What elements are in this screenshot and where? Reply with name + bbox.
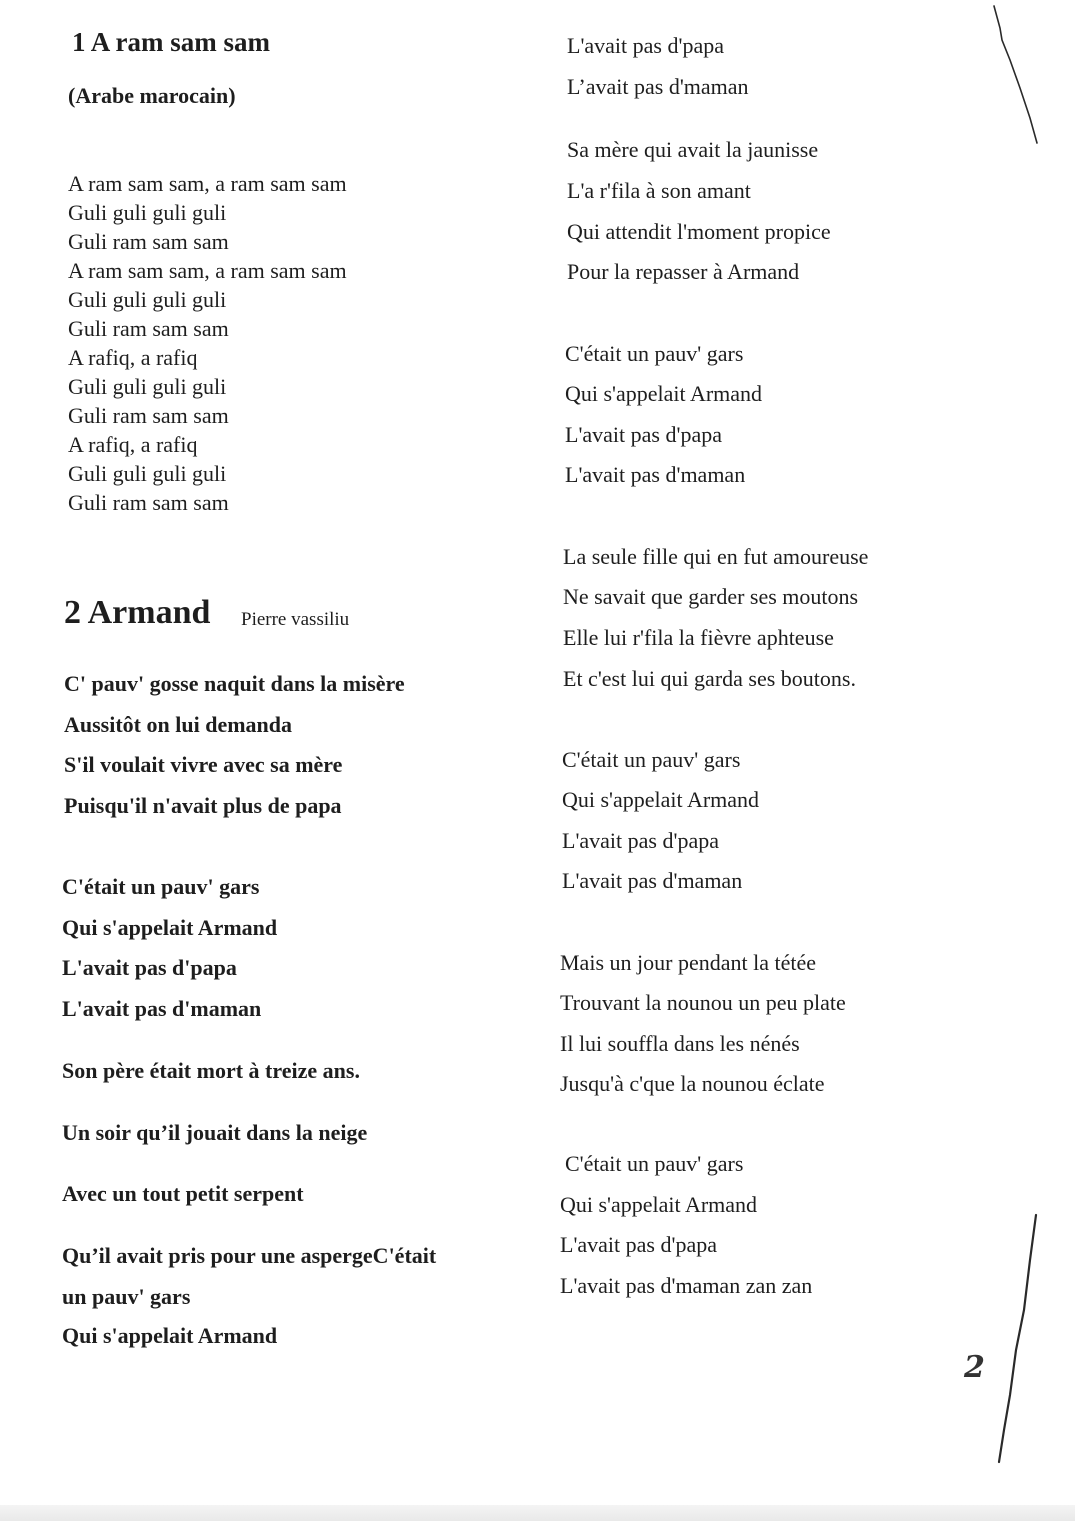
song1-line: Guli guli guli guli <box>68 374 227 399</box>
song1-line: A ram sam sam, a ram sam sam <box>68 258 347 283</box>
song2-right-line: L'avait pas d'maman zan zan <box>560 1273 813 1298</box>
song2-right-line: Trouvant la nounou un peu plate <box>560 990 846 1015</box>
song1-title: 1 A ram sam sam <box>72 27 270 57</box>
song2-right-line: Mais un jour pendant la tétée <box>560 950 816 975</box>
song1-line: Guli guli guli guli <box>68 287 227 312</box>
song2-right-line: Sa mère qui avait la jaunisse <box>567 137 819 162</box>
song2-left-line: L'avait pas d'papa <box>62 955 237 980</box>
song2-right-line: C'était un pauv' gars <box>565 341 744 366</box>
pen-stroke-top-right <box>994 6 1037 143</box>
song1-line: A ram sam sam, a ram sam sam <box>68 171 347 196</box>
song2-right-line: L'avait pas d'papa <box>565 422 722 447</box>
song2-right-line: L’avait pas d'maman <box>567 74 749 99</box>
song2-left-line: Puisqu'il n'avait plus de papa <box>64 793 342 818</box>
song2-left-line: Un soir qu’il jouait dans la neige <box>62 1120 368 1145</box>
song2-left-line: Avec un tout petit serpent <box>62 1181 304 1206</box>
song2-right-line: Et c'est lui qui garda ses boutons. <box>563 666 856 691</box>
song2-title: 2 Armand <box>64 594 211 631</box>
song2-right-line: Qui attendit l'moment propice <box>567 219 831 244</box>
song2-right-line: C'était un pauv' gars <box>565 1151 744 1176</box>
song1-line: Guli guli guli guli <box>68 461 227 486</box>
song2-right-line: La seule fille qui en fut amoureuse <box>563 544 869 569</box>
song2-right-line: L'avait pas d'maman <box>565 462 746 487</box>
song2-right-line: L'avait pas d'papa <box>567 33 724 58</box>
song2-right-line: L'avait pas d'papa <box>562 828 719 853</box>
song2-right-line: L'a r'fila à son amant <box>567 178 751 203</box>
song2-right-line: L'avait pas d'papa <box>560 1232 717 1257</box>
song1-line: Guli guli guli guli <box>68 200 227 225</box>
song2-left-line: Aussitôt on lui demanda <box>64 712 293 737</box>
song2-right-line: Pour la repasser à Armand <box>567 259 800 284</box>
song2-right-line: Jusqu'à c'que la nounou éclate <box>560 1071 825 1096</box>
song2-right-line: Qui s'appelait Armand <box>565 381 763 406</box>
song2-left-line: C' pauv' gosse naquit dans la misère <box>64 671 405 696</box>
handwritten-page-number: 2 <box>964 1350 985 1385</box>
song2-left-line: un pauv' gars <box>62 1284 191 1309</box>
song2-left-line: Qui s'appelait Armand <box>62 915 278 940</box>
song2-left-line: C'était un pauv' gars <box>62 874 260 899</box>
song1-subtitle: (Arabe marocain) <box>68 83 236 108</box>
song2-left-line: Qui s'appelait Armand <box>62 1323 278 1348</box>
song2-right-line: Elle lui r'fila la fièvre aphteuse <box>563 625 834 650</box>
song1-line: A rafiq, a rafiq <box>68 345 198 370</box>
song2-right-line: L'avait pas d'maman <box>562 868 743 893</box>
song2-right-line: Il lui souffla dans les nénés <box>560 1031 800 1056</box>
song2-author: Pierre vassiliu <box>241 609 350 630</box>
song2-left-line: Son père était mort à treize ans. <box>62 1058 360 1083</box>
song2-right-line: C'était un pauv' gars <box>562 747 741 772</box>
song2-left-line: Qu’il avait pris pour une aspergeC'était <box>62 1243 437 1268</box>
song1-line: A rafiq, a rafiq <box>68 432 198 457</box>
song2-right-line: Qui s'appelait Armand <box>562 787 760 812</box>
song2-left-line: S'il voulait vivre avec sa mère <box>64 752 343 777</box>
song1-line: Guli ram sam sam <box>68 229 229 254</box>
pen-stroke-bottom-right <box>999 1215 1036 1462</box>
song1-line: Guli ram sam sam <box>68 403 229 428</box>
song1-line: Guli ram sam sam <box>68 490 229 515</box>
song2-left-line: L'avait pas d'maman <box>62 996 262 1021</box>
song2-right-line: Ne savait que garder ses moutons <box>563 584 859 609</box>
song2-right-line: Qui s'appelait Armand <box>560 1192 758 1217</box>
song1-line: Guli ram sam sam <box>68 316 229 341</box>
